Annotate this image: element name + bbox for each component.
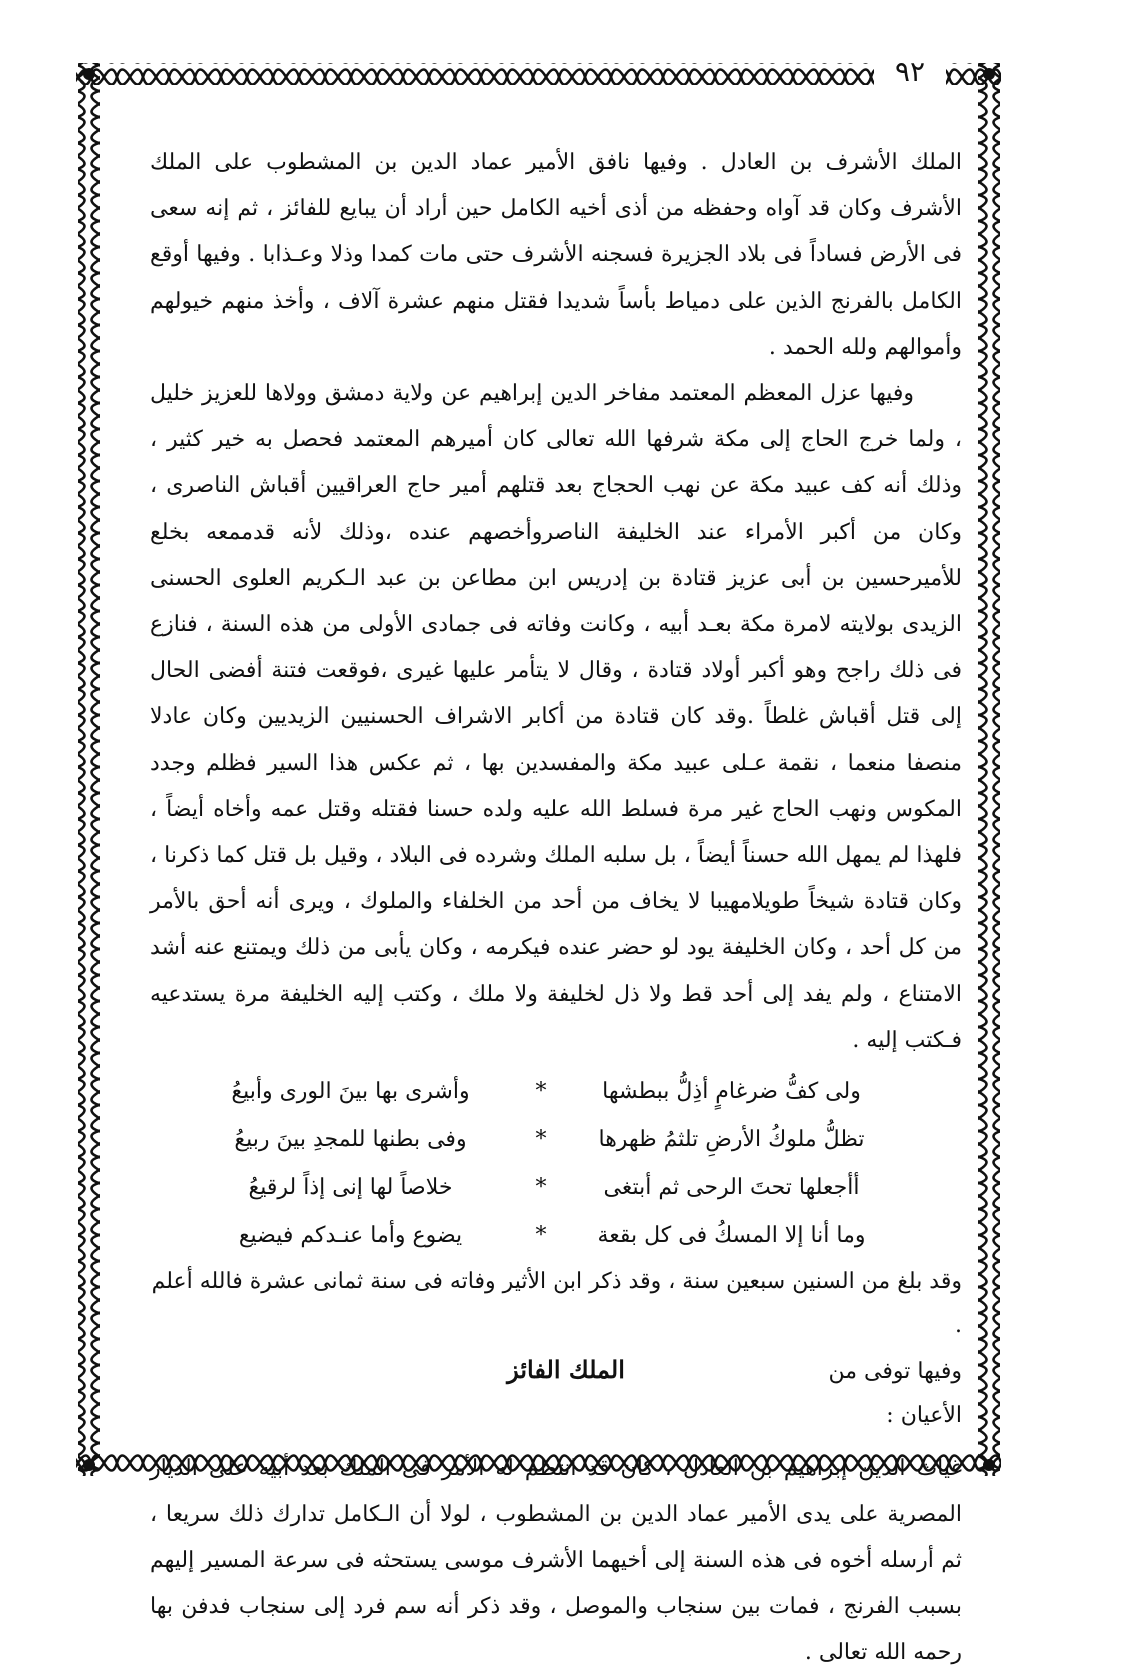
verse-second-hemistich: وفى بطنها للمجدِ بينَ ربيعُ (234, 1127, 467, 1153)
verse-first-hemistich: ولى كفُّ ضرغامٍ أذِلُّ ببطشها (602, 1079, 861, 1105)
poem-verse (150, 1068, 962, 1116)
closing-block (150, 1446, 962, 1676)
verse-separator: * (535, 1127, 547, 1153)
verse-separator: * (535, 1223, 547, 1249)
paragraph-2: وفيها عزل المعظم المعتمد مفاخر الدين إبراهيم عن ولاية دمشق وولاها للعزيز خليل ، ولما خرج الحاج إلى مكة شرفها الله تعالى كان أميرهم المعتمد فحصل به خير كثير ، وذلك أنه كف عبيد مكة عن نهب الحجاج بعد قتلهم أمير حاج العراقيين أقباش الناصرى ، وكان من أكبر الأمراء عند الخليفة الناصروأخصهم عنده ،وذلك لأنه قدممعه بخلع للأميرحسين بن أبى عزيز قتادة بن إدريس ابن مطاعن بن عبد الـكريم العلوى الحسنى الزيدى بولايته لامرة مكة بعـد أبيه ، وكانت وفاته فى جمادى الأولى من هذه السنة ، فنازع فى ذلك راجح وهو أكبر أولاد قتادة ، وقال لا يتأمر عليها غيرى ،فوقعت فتنة أفضى الحال إلى قتل أقباش غلطاً .وقد كان قتادة من أكابر الاشراف الحسنيين الزيديين وكان عادلا منصفا منعما ، نقمة عـلى عبيد مكة والمفسدين بها ، ثم عكس هذا السير فظلم وجدد المكوس ونهب الحاج غير مرة فسلط الله عليه ولده حسنا فقتله وقتل عمه وأخاه أيضاً ، فلهذا لم يمهل الله حسناً أيضاً ، بل سلبه الملك وشرده فى البلاد ، وقيل بل قتل كما ذكرنا ، وكان قتادة شيخاً طويلامهيبا لا يخاف من أحد من الخلفاء والملوك ، ويرى أنه أحق بالأمر من كل أحد ، وكان الخليفة يود لو حضر عنده فيكرمه ، وكان يأبى من ذلك ويمتنع عنه أشد الامتناع ، ولم يفد إلى أحد قط ولا ذل لخليفة ولا ملك ، وكتب إليه الخليفة مرة يستدعيه فـكتب إليه . (150, 381, 962, 1053)
page-number: ٩٢ (874, 52, 946, 92)
after-poem-line: وقد بلغ من السنين سبعين سنة ، وقد ذكر ابن الأثير وفاته فى سنة ثمانى عشرة فالله أعلم . (151, 1269, 962, 1339)
after-poem-block (150, 1260, 962, 1348)
verse-first-hemistich: تظلُّ ملوكُ الأرضِ تلثمُ ظهرها (598, 1127, 865, 1153)
obituaries-heading-row (150, 1348, 962, 1438)
poem-verse (150, 1116, 962, 1164)
prose-block (150, 140, 962, 1064)
verse-separator: * (535, 1079, 547, 1105)
verse-second-hemistich: خلاصاً لها إنى إذاً لرقيعُ (248, 1175, 453, 1201)
verse-first-hemistich: وما أنا إلا المسكُ فى كل بقعة (597, 1223, 866, 1249)
poem (150, 1068, 962, 1260)
verse-second-hemistich: وأشرى بها بينَ الورى وأبيعُ (231, 1079, 470, 1105)
verse-second-hemistich: يضوع وأما عنـدكم فيضيع (238, 1223, 463, 1249)
obituaries-label: وفيها توفى من الأعيان : (828, 1359, 962, 1429)
verse-separator: * (535, 1175, 547, 1201)
closing-paragraph: غياث الدين إبراهيم بن العادل ، كان قد انتظم له الأمر فى الملك بعد أبيه على الديار المصرية على يدى الأمير عماد الدين بن المشطوب ، لولا أن الـكامل تدارك ذلك سريعا ، ثم أرسله أخوه فى هذه السنة إلى أخيهما الأشرف موسى يستحثه فى سرعة المسير إليهم بسبب الفرنج ، فمات بين سنجاب والموصل ، وقد ذكر أنه سم فرد إلى سنجاب فدفن بها رحمه الله تعالى . (150, 1456, 962, 1666)
verse-first-hemistich: أأجعلها تحتَ الرحى ثم أبتغى (603, 1175, 860, 1201)
poem-verse (150, 1212, 962, 1260)
paragraph-1: الملك الأشرف بن العادل . وفيها نافق الأمير عماد الدين بن المشطوب على الملك الأشرف وكان قد آواه وحفظه من أذى أخيه الكامل حين أراد أن يبايع للفائز ، ثم إنه سعى فى الأرض فساداً فى بلاد الجزيرة فسجنه الأشرف حتى مات كمدا وذلا وعـذابا . وفيها أوقع الكامل بالفرنج الذين على دمياط بأساً شديدا فقتل منهم عشرة آلاف ، وأخذ منهم خيولهم وأموالهم ولله الحمد . (150, 150, 962, 360)
page-body (150, 140, 962, 1666)
section-heading: الملك الفائز (507, 1355, 625, 1385)
poem-verse (150, 1164, 962, 1212)
